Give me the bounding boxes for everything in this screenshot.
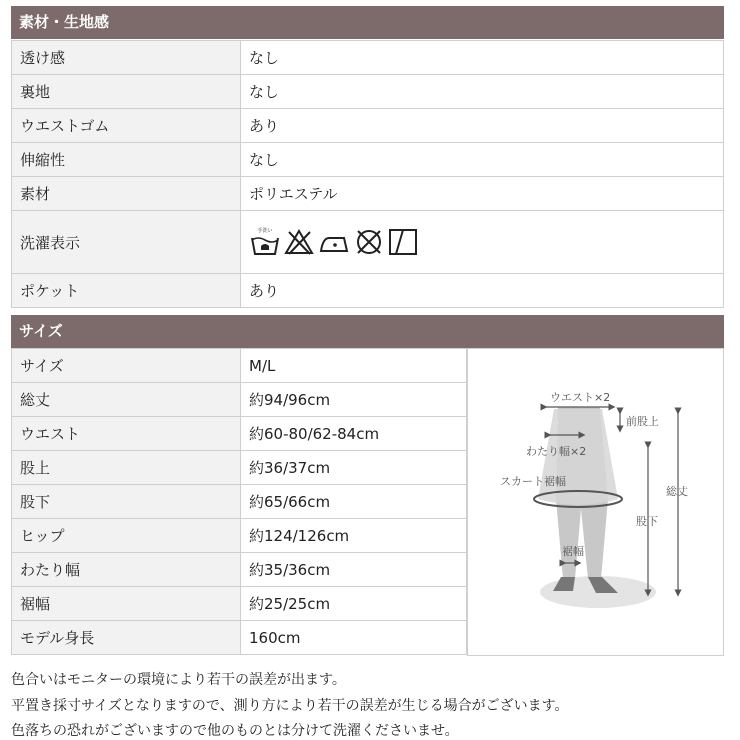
table-row	[12, 75, 724, 109]
material-table	[11, 40, 724, 308]
hand-wash-text: 手洗い	[257, 228, 273, 234]
row-value: あり	[241, 274, 724, 308]
measurement-diagram	[467, 348, 724, 656]
row-label: 透け感	[12, 41, 241, 75]
row-value: なし	[241, 143, 724, 177]
label-waist: ウエスト×2	[550, 391, 611, 404]
label-front-rise: 前股上	[626, 415, 659, 428]
table-row	[12, 274, 724, 308]
row-value: 約65/66cm	[241, 485, 467, 519]
table-row	[12, 211, 724, 274]
row-value: 約35/36cm	[241, 553, 467, 587]
row-label: 裏地	[12, 75, 241, 109]
row-label: わたり幅	[12, 553, 241, 587]
row-label: ウエスト	[12, 417, 241, 451]
label-skirt-hem: スカート裾幅	[500, 475, 566, 488]
note-washing: 色落ちの恐れがございますので他のものとは分けて洗濯くださいませ。	[11, 723, 459, 739]
table-row	[12, 587, 467, 621]
table-row	[12, 417, 467, 451]
table-row	[12, 451, 467, 485]
size-table	[11, 348, 467, 655]
row-label: 素材	[12, 177, 241, 211]
row-value: 約94/96cm	[241, 383, 467, 417]
care-icons	[249, 226, 723, 258]
table-row	[12, 621, 467, 655]
table-row	[12, 383, 467, 417]
size-section-header	[11, 315, 724, 348]
row-value: 約60-80/62-84cm	[241, 417, 467, 451]
row-label: 伸縮性	[12, 143, 241, 177]
row-label: モデル身長	[12, 621, 241, 655]
row-value: 約25/25cm	[241, 587, 467, 621]
row-label: ウエストゴム	[12, 109, 241, 143]
table-row	[12, 109, 724, 143]
row-value: なし	[241, 75, 724, 109]
row-label: 股下	[12, 485, 241, 519]
label-inseam: 股下	[636, 515, 658, 528]
row-label: ポケット	[12, 274, 241, 308]
table-row	[12, 41, 724, 75]
row-value: 約36/37cm	[241, 451, 467, 485]
label-total-length: 総丈	[666, 485, 688, 498]
no-bleach-icon	[283, 226, 315, 258]
table-row	[12, 349, 467, 383]
row-value: ポリエステル	[241, 177, 724, 211]
table-row	[12, 519, 467, 553]
no-tumble-dry-icon	[353, 226, 385, 258]
row-label: 股上	[12, 451, 241, 485]
table-row	[12, 177, 724, 211]
care-icons-cell	[241, 211, 724, 274]
table-row	[12, 553, 467, 587]
note-color: 色合いはモニターの環境により若干の誤差が出ます。	[11, 672, 346, 688]
material-section-header	[11, 6, 724, 39]
row-value: あり	[241, 109, 724, 143]
row-label: 総丈	[12, 383, 241, 417]
row-label: 洗濯表示	[12, 211, 241, 274]
material-section-title: 素材・生地感	[19, 13, 110, 31]
note-measurement: 平置き採寸サイズとなりますので、測り方により若干の誤差が生じる場合がございます。	[11, 698, 569, 714]
size-section-title: サイズ	[19, 322, 63, 340]
label-hem: 裾幅	[562, 545, 584, 558]
table-row	[12, 485, 467, 519]
table-row	[12, 143, 724, 177]
row-label: 裾幅	[12, 587, 241, 621]
hand-wash-icon	[249, 226, 281, 258]
label-thigh: わたり幅×2	[526, 445, 587, 458]
row-value: M/L	[241, 349, 467, 383]
line-dry-icon	[387, 226, 419, 258]
pants-measurement-illustration	[468, 349, 723, 655]
row-value: 160cm	[241, 621, 467, 655]
row-value: 約124/126cm	[241, 519, 467, 553]
row-value: なし	[241, 41, 724, 75]
low-iron-icon	[317, 226, 351, 258]
row-label: ヒップ	[12, 519, 241, 553]
row-label: サイズ	[12, 349, 241, 383]
